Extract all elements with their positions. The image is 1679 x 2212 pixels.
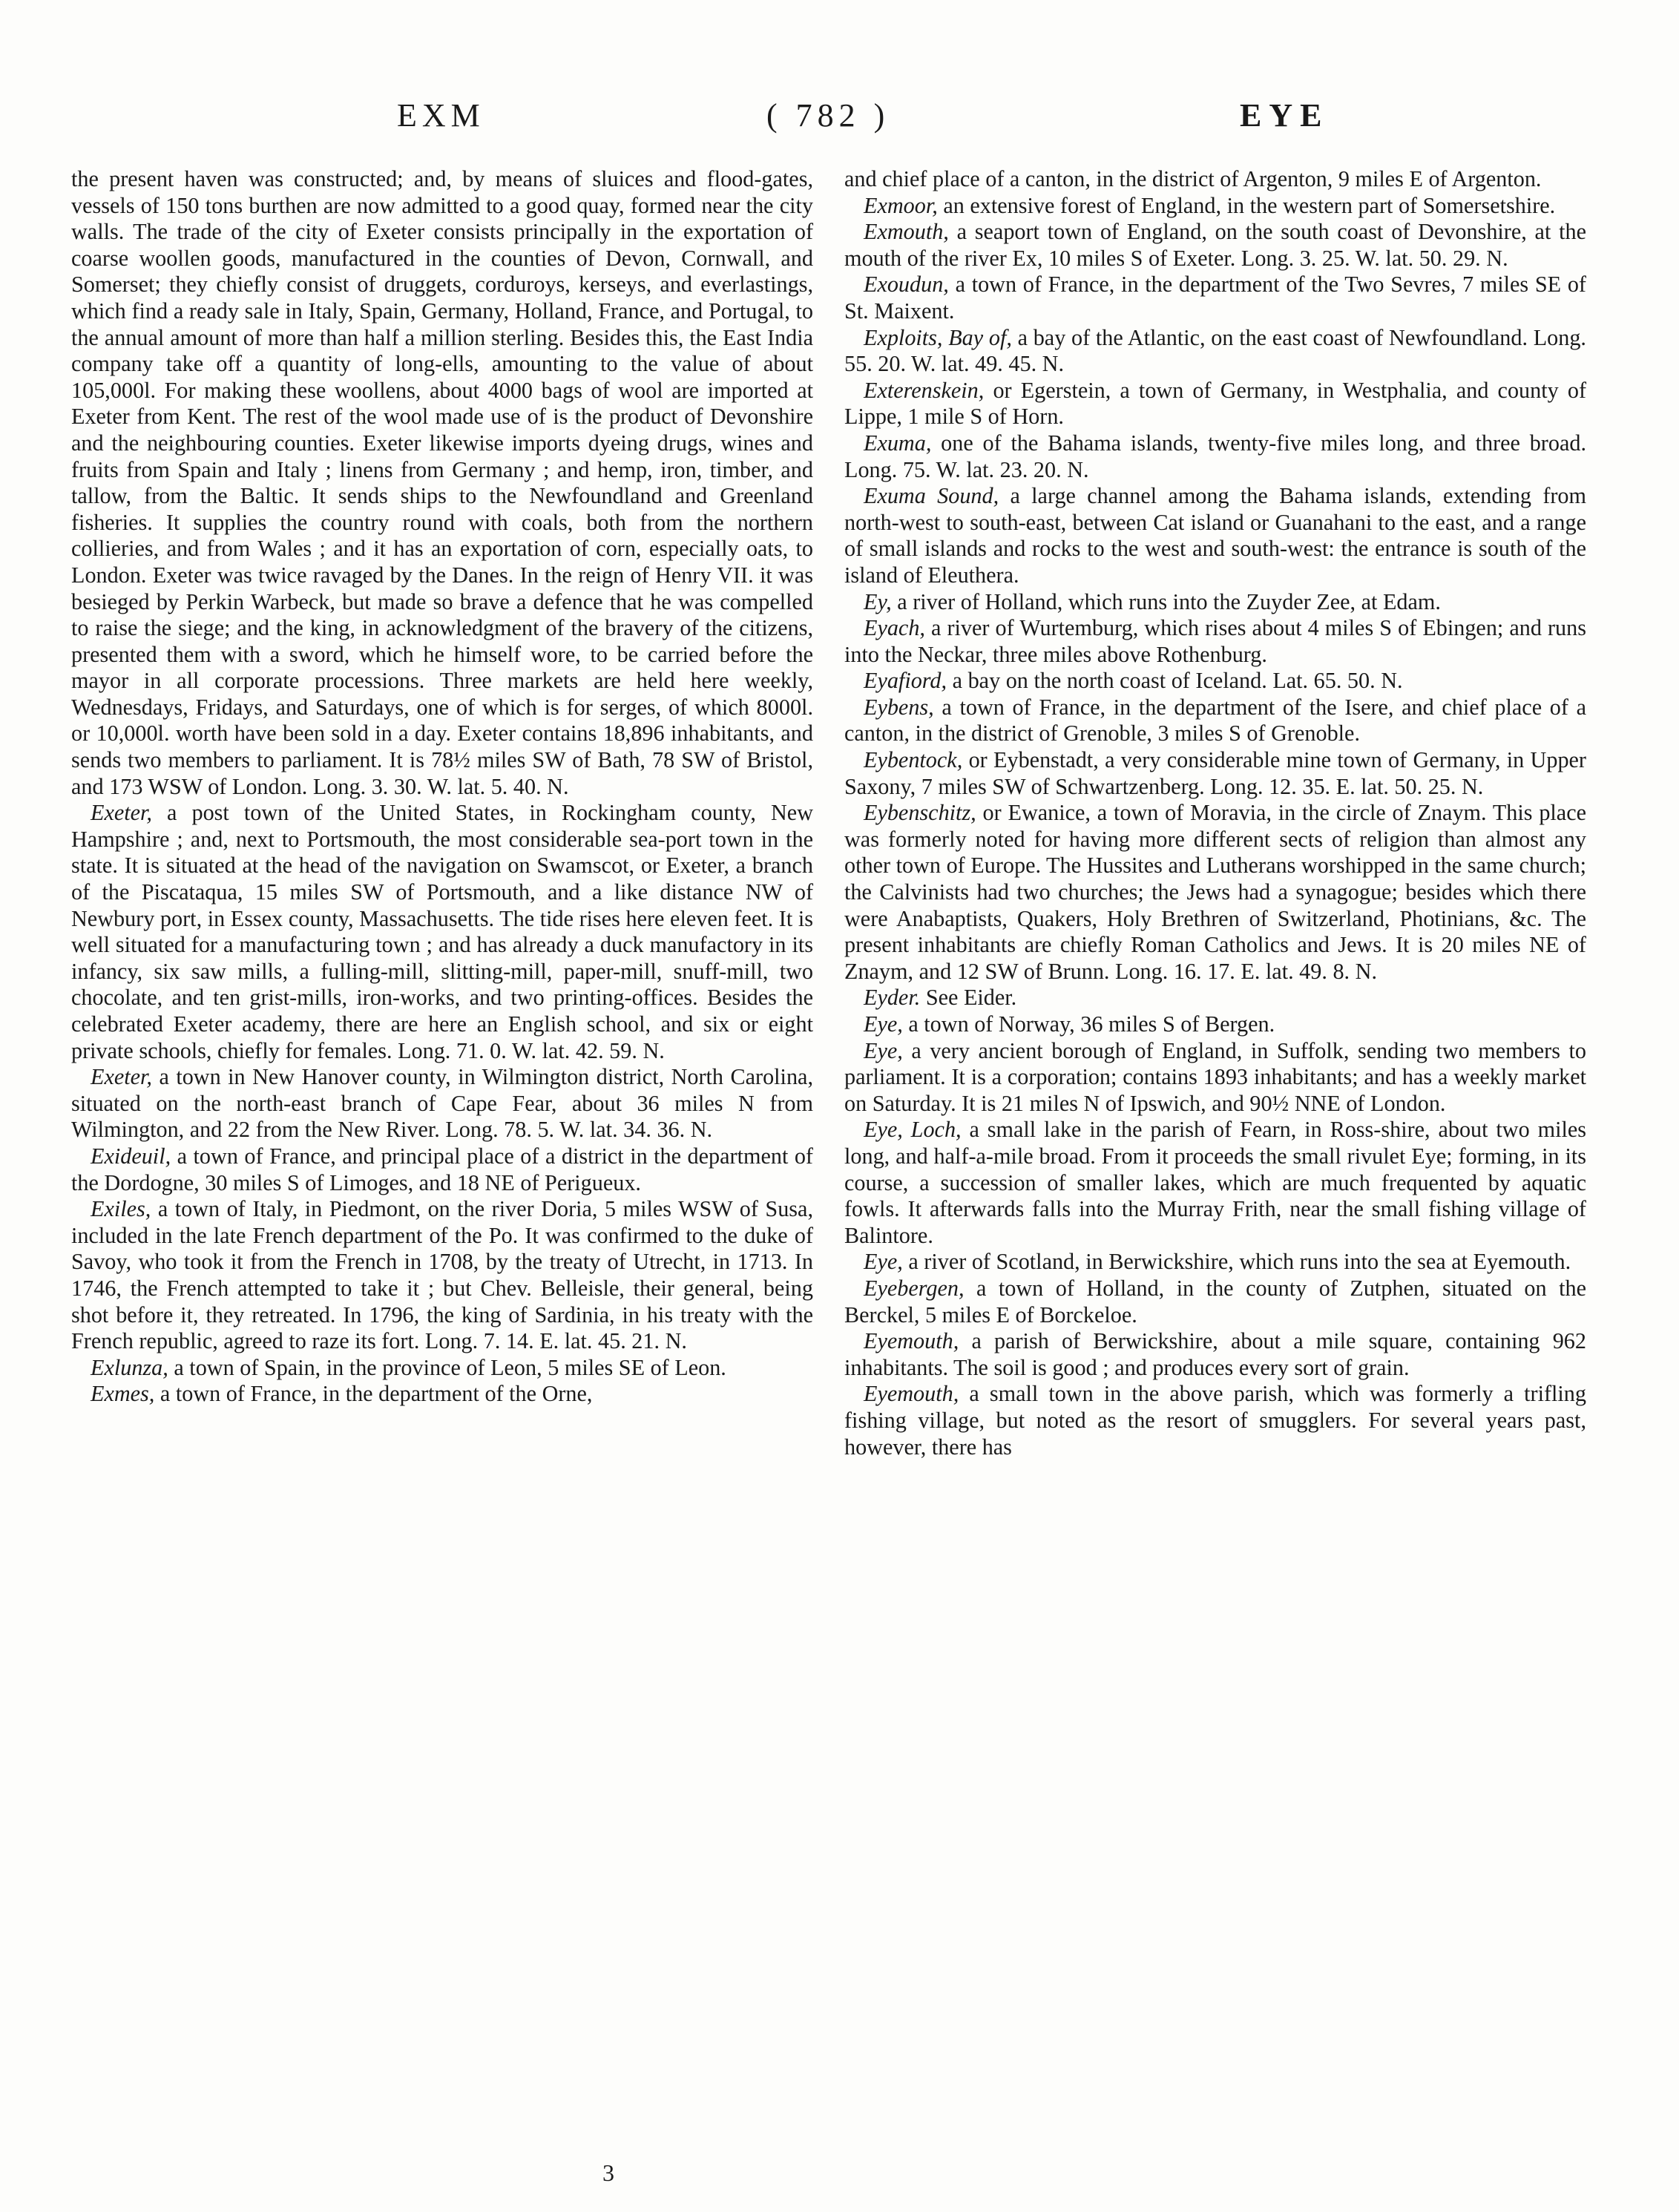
gazetteer-entry <box>71 800 813 1064</box>
gazetteer-entry <box>71 1355 813 1382</box>
entry-headword: Exterenskein, <box>864 377 985 403</box>
entry-text: or Egerstein, a town of Germany, in Westphalia, and county of Lippe, 1 mile S of Horn. <box>844 377 1586 430</box>
entry-headword: Exeter, <box>91 1064 152 1090</box>
gazetteer-entry <box>844 1011 1586 1038</box>
running-header <box>74 96 1634 141</box>
entry-headword: Exeter, <box>91 800 152 826</box>
gazetteer-entry <box>844 1117 1586 1249</box>
gazetteer-entry <box>844 1276 1586 1328</box>
entry-text: a small town in the above parish, which was formerly a trifling fishing village, but noted as the resort of smugglers. For several years past, however, there has <box>844 1381 1586 1460</box>
entry-headword: Eye, <box>864 1037 903 1063</box>
entry-headword: Exideuil, <box>91 1143 171 1169</box>
right-column <box>844 166 1586 1460</box>
entry-text: a parish of Berwickshire, about a mile square, containing 962 inhabitants. The soil is good ; and produces every sort of grain. <box>844 1328 1586 1380</box>
entry-headword: Exmes, <box>91 1381 155 1407</box>
gazetteer-entry <box>844 430 1586 483</box>
entry-text: or Ewanice, a town of Moravia, in the circle of Znaym. This place was formerly noted for having more different sects of religion than almost any other town of Europe. The Hussites and Lutherans worshipped in the same church; the Calvinists had two churches; the Jews had a synagogue; besides which there were Anabaptists, Quakers, Holy Brethren of Switzerland, Photinians, &c. The present inhabitants are chiefly Roman Catholics and Jews. It is 20 miles NE of Znaym, and 12 SW of Brunn. Long. 16. 17. E. lat. 49. 8. N. <box>844 800 1586 984</box>
entry-headword: Eye, <box>864 1249 903 1275</box>
entry-text: an extensive forest of England, in the western part of Somersetshire. <box>937 192 1556 218</box>
gazetteer-entry <box>844 378 1586 430</box>
entry-headword: Exuma, <box>864 430 932 456</box>
entry-text: and chief place of a canton, in the district of Argenton, 9 miles E of Argenton. <box>844 166 1542 191</box>
entry-text: a town of Italy, in Piedmont, on the river Doria, 5 miles WSW of Susa, included in the late French department of the Po. It was confirmed to the duke of Savoy, who took it from the French in 1708, by the treaty of Utrecht, in 1713. In 1746, the French attempted to take it ; but Chev. Belleisle, their general, being shot before it, they retreated. In 1796, the king of Sardinia, in his treaty with the French republic, agreed to raze its fort. Long. 7. 14. E. lat. 45. 21. N. <box>71 1196 813 1354</box>
entry-headword: Eyemouth, <box>864 1381 959 1407</box>
entry-text: a bay of the Atlantic, on the east coast of Newfoundland. Long. 55. 20. W. lat. 49. 45. N. <box>844 324 1586 377</box>
entry-text: a town of Norway, 36 miles S of Bergen. <box>902 1011 1275 1037</box>
entry-text: a town of Holland, in the county of Zutphen, situated on the Berckel, 5 miles E of Borckeloe. <box>844 1275 1586 1327</box>
entry-headword: Eyebergen, <box>864 1275 965 1301</box>
gazetteer-entry <box>844 800 1586 985</box>
entry-text: a town of France, in the department of the Two Sevres, 7 miles SE of St. Maixent. <box>844 272 1586 324</box>
gazetteer-entry <box>844 1038 1586 1118</box>
gazetteer-entry <box>71 1064 813 1143</box>
signature-mark: 3 <box>602 2159 614 2186</box>
entry-text: a bay on the north coast of Iceland. Lat. 65. 50. N. <box>947 668 1403 694</box>
entry-headword: Eybenschitz, <box>864 800 976 826</box>
gazetteer-entry <box>844 219 1586 272</box>
gazetteer-entry <box>71 1196 813 1355</box>
header-right-guide-word: EYE <box>1240 97 1330 134</box>
entry-text: a small lake in the parish of Fearn, in Ross-shire, about two miles long, and half-a-mile broad. From it proceeds the small rivulet Eye; forming, in its course, a succession of smaller lakes, which are much frequented by aquatic fowls. It afterwards falls into the Murray Frith, near the small fishing village of Balintore. <box>844 1117 1586 1248</box>
gazetteer-entry <box>71 1381 813 1408</box>
entry-text: the present haven was constructed; and, by means of sluices and flood-gates, vessels of 150 tons burthen are now admitted to a good quay, formed near the city walls. The trade of the city of Exeter consists principally in the exportation of coarse woollen goods, manufactured in the counties of Devon, Cornwall, and Somerset; they chiefly consist of druggets, corduroys, kerseys, and everlastings, which find a ready sale in Italy, Spain, Germany, Holland, France, and Portugal, to the annual amount of more than half a million sterling. Besides this, the East India company take off a quantity of long-ells, amounting to the value of about 105,000l. For making these woollens, about 4000 bags of wool are imported at Exeter from Kent. The rest of the wool made use of is the product of Devonshire and the neighbouring counties. Exeter likewise imports dyeing drugs, wines and fruits from Spain and Italy ; linens from Germany ; and hemp, iron, timber, and tallow, from the Baltic. It sends ships to the Newfoundland and Greenland fisheries. It supplies the country round with coals, both from the northern collieries, and from Wales ; and it has an exportation of corn, especially oats, to London. Exeter was twice ravaged by the Danes. In the reign of Henry VII. it was besieged by Perkin Warbeck, but made so brave a defence that he was compelled to raise the siege; and the king, in acknowledgment of the bravery of the citizens, presented them with a sword, which he himself wore, to be carried before the mayor in all corporate processions. Three markets are held here weekly, Wednesdays, Fridays, and Saturdays, one of which is for serges, of which 8000l. or 10,000l. worth have been sold in a day. Exeter contains 18,896 inhabitants, and sends two members to parliament. It is 78½ miles SW of Bath, 78 SW of Bristol, and 173 WSW of London. Long. 3. 30. W. lat. 5. 40. N. <box>71 166 813 799</box>
entry-text: See Eider. <box>920 985 1017 1011</box>
gazetteer-entry <box>71 166 813 800</box>
entry-text: a town of Spain, in the province of Leon, 5 miles SE of Leon. <box>168 1354 726 1380</box>
entry-text: a seaport town of England, on the south coast of Devonshire, at the mouth of the river Ex, 10 miles S of Exeter. Long. 3. 25. W. lat. 50. 29. N. <box>844 219 1586 271</box>
entry-headword: Eyafiord, <box>864 668 947 694</box>
entry-text: a town in New Hanover county, in Wilmington district, North Carolina, situated on the north-east branch of Cape Fear, about 36 miles N from Wilmington, and 22 from the New River. Long. 78. 5. W. lat. 34. 36. N. <box>71 1064 813 1143</box>
gazetteer-entry <box>844 166 1586 193</box>
gazetteer-entry <box>844 695 1586 747</box>
entry-headword: Eyach, <box>864 615 925 641</box>
entry-text: a very ancient borough of England, in Suffolk, sending two members to parliament. It is a corporation; contains 1893 inhabitants; and has a weekly market on Saturday. It is 21 miles N of Ipswich, and 90½ NNE of London. <box>844 1037 1586 1116</box>
gazetteer-entry <box>844 1249 1586 1276</box>
entry-headword: Exuma Sound, <box>864 483 999 509</box>
header-left-guide-word: EXM <box>397 97 485 134</box>
entry-text: a town of France, in the department of the Orne, <box>154 1381 593 1407</box>
gazetteer-entry <box>844 483 1586 588</box>
entry-text: a river of Holland, which runs into the Zuyder Zee, at Edam. <box>891 588 1441 614</box>
entry-text: a large channel among the Bahama islands, extending from north-west to south-east, between Cat island or Guanahani to the east, and a range of small islands and rocks to the west and south-west: the entrance is south of the island of Eleuthera. <box>844 483 1587 588</box>
gazetteer-entry <box>844 985 1586 1011</box>
entry-text: a post town of the United States, in Rockingham county, New Hampshire ; and, next to Portsmouth, the most considerable sea-port town in the state. It is situated at the head of the navigation on Swamscot, or Exeter, a branch of the Piscataqua, 15 miles SW of Portsmouth, and a like distance NW of Newbury port, in Essex county, Massachusetts. The tide rises here eleven feet. It is well situated for a manufacturing town ; and has already a duck manufactory in its infancy, six saw mills, a fulling-mill, slitting-mill, paper-mill, snuff-mill, two chocolate, and ten grist-mills, iron-works, and two printing-offices. Besides the celebrated Exeter academy, there are here an English school, and six or eight private schools, chiefly for females. Long. 71. 0. W. lat. 42. 59. N. <box>71 800 813 1063</box>
gazetteer-entry <box>844 1381 1586 1460</box>
gazetteer-entry <box>844 193 1586 220</box>
gazetteer-entry <box>844 589 1586 616</box>
gazetteer-entry <box>844 325 1586 378</box>
entry-text: a river of Wurtemburg, which rises about 4 miles S of Ebingen; and runs into the Neckar, three miles above Rothenburg. <box>844 615 1586 667</box>
entry-headword: Ey, <box>864 588 892 614</box>
gazetteer-entry <box>71 1143 813 1196</box>
entry-text: a town of France, in the department of the Isere, and chief place of a canton, in the district of Grenoble, 3 miles S of Grenoble. <box>844 694 1586 746</box>
gazetteer-entry <box>844 615 1586 668</box>
entry-headword: Exoudun, <box>864 272 949 298</box>
gazetteer-entry <box>844 747 1586 800</box>
entry-headword: Eye, Loch, <box>864 1117 962 1143</box>
entry-headword: Eyder. <box>864 985 921 1011</box>
page-number: ( 782 ) <box>766 97 890 134</box>
gazetteer-entry <box>844 668 1586 695</box>
entry-text: a river of Scotland, in Berwickshire, which runs into the sea at Eyemouth. <box>902 1249 1571 1275</box>
entry-headword: Exlunza, <box>91 1354 168 1380</box>
entry-headword: Eyemouth, <box>864 1328 959 1354</box>
entry-headword: Eybens, <box>864 694 934 720</box>
entry-headword: Exmouth, <box>864 219 949 245</box>
entry-headword: Exmoor, <box>864 192 938 218</box>
entry-text: a town of France, and principal place of a district in the department of the Dordogne, 30 miles S of Limoges, and 18 NE of Perigueux. <box>71 1143 813 1195</box>
gazetteer-entry <box>844 1328 1586 1381</box>
entry-headword: Eye, <box>864 1011 903 1037</box>
entry-headword: Exploits, Bay of, <box>864 324 1012 350</box>
entry-headword: Eybentock, <box>864 747 963 773</box>
entry-text: one of the Bahama islands, twenty-five miles long, and three broad. Long. 75. W. lat. 23. 20. N. <box>844 430 1586 482</box>
entry-headword: Exiles, <box>91 1196 151 1222</box>
gazetteer-entry <box>844 272 1586 324</box>
left-column <box>71 166 813 1408</box>
entry-text: or Eybenstadt, a very considerable mine town of Germany, in Upper Saxony, 7 miles SW of Schwartzenberg. Long. 12. 35. E. lat. 50. 25. N. <box>844 747 1586 799</box>
